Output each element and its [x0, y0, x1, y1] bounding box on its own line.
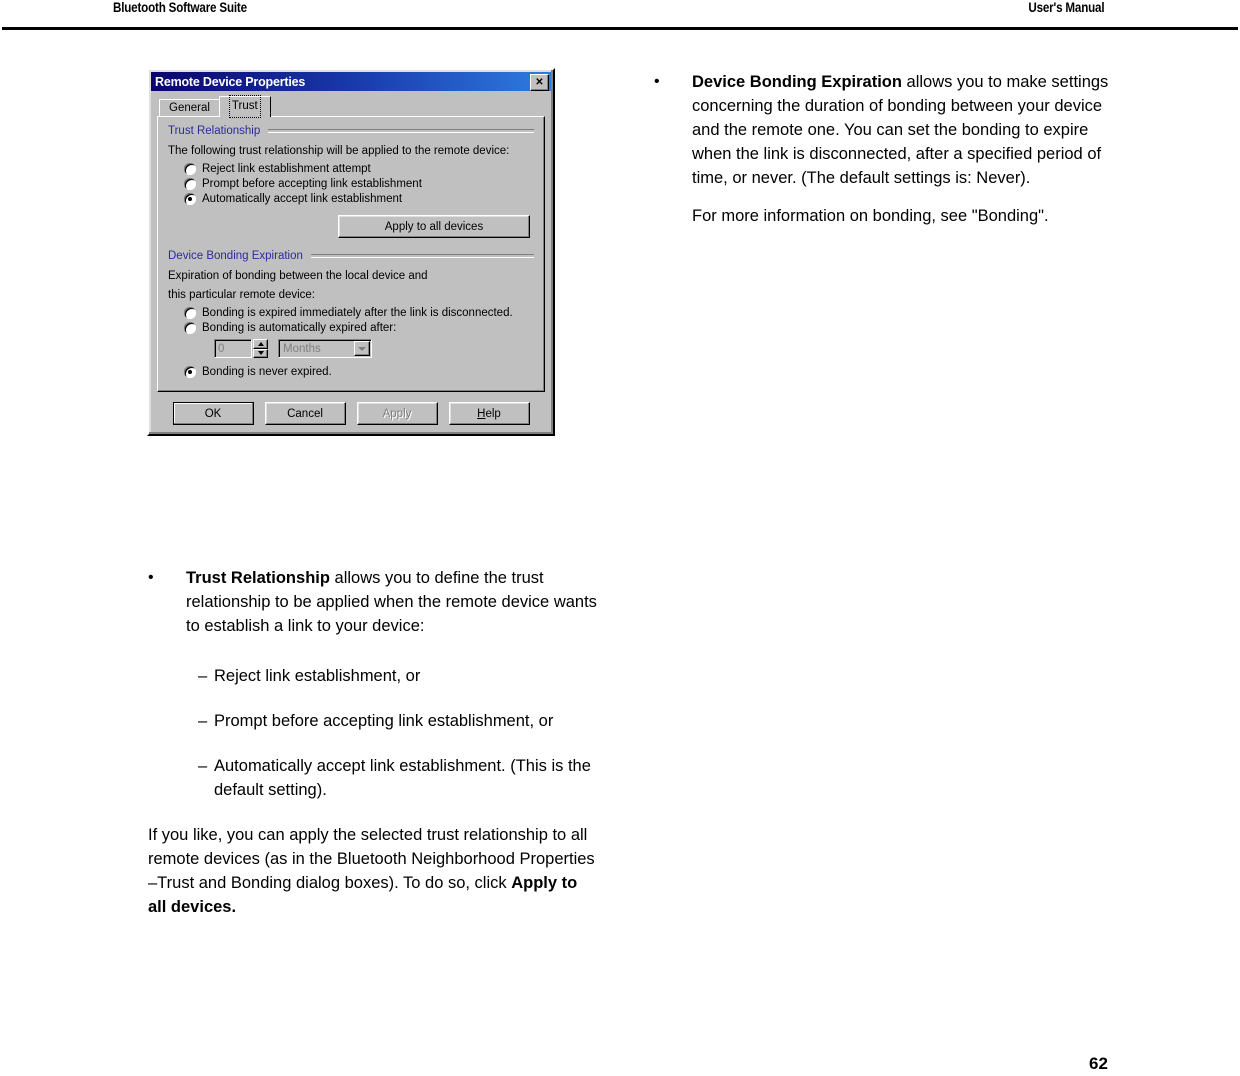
dialog-footer [149, 393, 553, 434]
dialog-titlebar [151, 72, 551, 91]
list-item-text: Prompt before accepting link establishment, or [214, 712, 554, 730]
dialog-title: Remote Device Properties [155, 74, 306, 89]
trust-relationship-description: The following trust relationship will be applied to the remote device: [168, 145, 510, 157]
radio-bonding-never-expired-label: Bonding is never expired. [202, 366, 332, 378]
radio-icon [184, 322, 196, 334]
list-item [198, 664, 598, 688]
tab-general-label: General [169, 102, 210, 114]
radio-icon [184, 163, 196, 175]
bonding-duration-input[interactable]: 0 [214, 339, 252, 358]
list-item-text: Reject link establishment, or [214, 667, 421, 685]
header-title-right: User's Manual [1027, 0, 1104, 15]
bonding-description-line-2: this particular remote device: [168, 289, 316, 301]
apply-to-all-paragraph-text: If you like, you can apply the selected trust relationship to all remote devices (as in the Bluetooth Neighborhood Properties –Trust and Bonding dialog boxes). To do so, click [148, 826, 595, 892]
trust-relationship-bullet-text [186, 566, 598, 638]
header-divider [2, 27, 1238, 30]
dialog-tabstrip [159, 97, 553, 117]
radio-bonding-expired-immediately-label: Bonding is expired immediately after the link is disconnected. [202, 307, 513, 319]
trust-relationship-bullet-rest: allows you to define the trust relationship to be applied when the remote device wants to establish a link to your device: [186, 569, 597, 635]
radio-bonding-never-expired[interactable] [184, 366, 534, 378]
list-item-text: Automatically accept link establishment. (This is the default setting). [214, 757, 591, 799]
radio-prompt-before-accepting-label: Prompt before accepting link establishment [202, 178, 422, 190]
radio-bonding-expired-after[interactable] [184, 322, 534, 334]
trust-relationship-bullet [148, 566, 598, 638]
group-divider-line [311, 254, 534, 258]
arrow-down-icon[interactable] [253, 349, 268, 359]
device-bonding-expiration-bullet-text [692, 70, 1124, 190]
radio-prompt-before-accepting[interactable] [184, 178, 534, 190]
arrow-up-icon[interactable] [253, 339, 268, 349]
radio-icon [184, 307, 196, 319]
device-bonding-expiration-group-title: Device Bonding Expiration [168, 250, 303, 262]
bonding-duration-row [214, 339, 534, 358]
radio-icon [184, 178, 196, 190]
radio-icon-selected [184, 193, 196, 205]
bullet-icon: • [148, 569, 154, 586]
right-text-column [654, 70, 1124, 228]
group-divider-line [268, 129, 534, 133]
trust-tab-panel [157, 116, 545, 392]
dash-icon: – [198, 757, 208, 775]
tab-trust-label: Trust [231, 97, 259, 116]
bonding-duration-unit-select[interactable] [278, 339, 372, 358]
apply-to-all-paragraph [148, 823, 598, 919]
device-bonding-expiration-bullet-lead: Device Bonding Expiration [692, 73, 902, 91]
dash-icon: – [198, 712, 208, 730]
list-item [198, 754, 598, 802]
apply-to-all-paragraph-bold: Apply to all devices. [148, 874, 578, 916]
radio-icon-selected [184, 366, 196, 378]
close-icon[interactable]: ✕ [530, 74, 549, 91]
radio-reject-link-label: Reject link establishment attempt [202, 163, 371, 175]
trust-relationship-group-header [168, 125, 534, 137]
device-bonding-expiration-bullet-rest: allows you to make settings concerning the duration of bonding between your device and the remote one. You can set the bonding to expire when the link is disconnected, after a specified period of time, or never. (The default settings is: Never). [692, 73, 1109, 187]
bonding-followup-paragraph: For more information on bonding, see "Bonding". [692, 207, 1049, 225]
help-button-label-rest: elp [485, 407, 501, 420]
cancel-button[interactable]: Cancel [265, 402, 346, 425]
chevron-down-icon[interactable] [354, 341, 370, 356]
apply-button: Apply [357, 402, 438, 425]
bonding-duration-unit-value: Months [283, 342, 321, 355]
device-bonding-expiration-group-header [168, 250, 534, 262]
page-header [0, 0, 1240, 32]
radio-automatically-accept[interactable] [184, 193, 534, 205]
radio-bonding-expired-after-label: Bonding is automatically expired after: [202, 322, 397, 334]
radio-automatically-accept-label: Automatically accept link establishment [202, 193, 403, 205]
help-button[interactable]: H elp [449, 402, 530, 425]
trust-relationship-bullet-lead: Trust Relationship [186, 569, 330, 587]
bullet-icon: • [654, 73, 660, 90]
trust-relationship-group-title: Trust Relationship [168, 125, 261, 137]
dash-icon: – [198, 667, 208, 685]
left-text-column [148, 566, 598, 919]
ok-button[interactable]: OK [173, 402, 254, 425]
radio-bonding-expired-immediately[interactable] [184, 307, 534, 319]
apply-to-all-devices-button[interactable]: Apply to all devices [338, 215, 530, 238]
bonding-description-line-1: Expiration of bonding between the local device and [168, 270, 428, 282]
page-number: 62 [1089, 1054, 1108, 1073]
device-bonding-expiration-bullet [654, 70, 1124, 190]
tab-general[interactable] [159, 99, 220, 117]
radio-reject-link[interactable] [184, 163, 534, 175]
bonding-duration-stepper[interactable] [253, 339, 268, 358]
tab-trust[interactable] [219, 96, 271, 117]
list-item [198, 709, 598, 733]
remote-device-properties-dialog [147, 68, 555, 436]
apply-to-all-devices-row [168, 215, 530, 238]
header-title-left: Bluetooth Software Suite [113, 0, 247, 15]
